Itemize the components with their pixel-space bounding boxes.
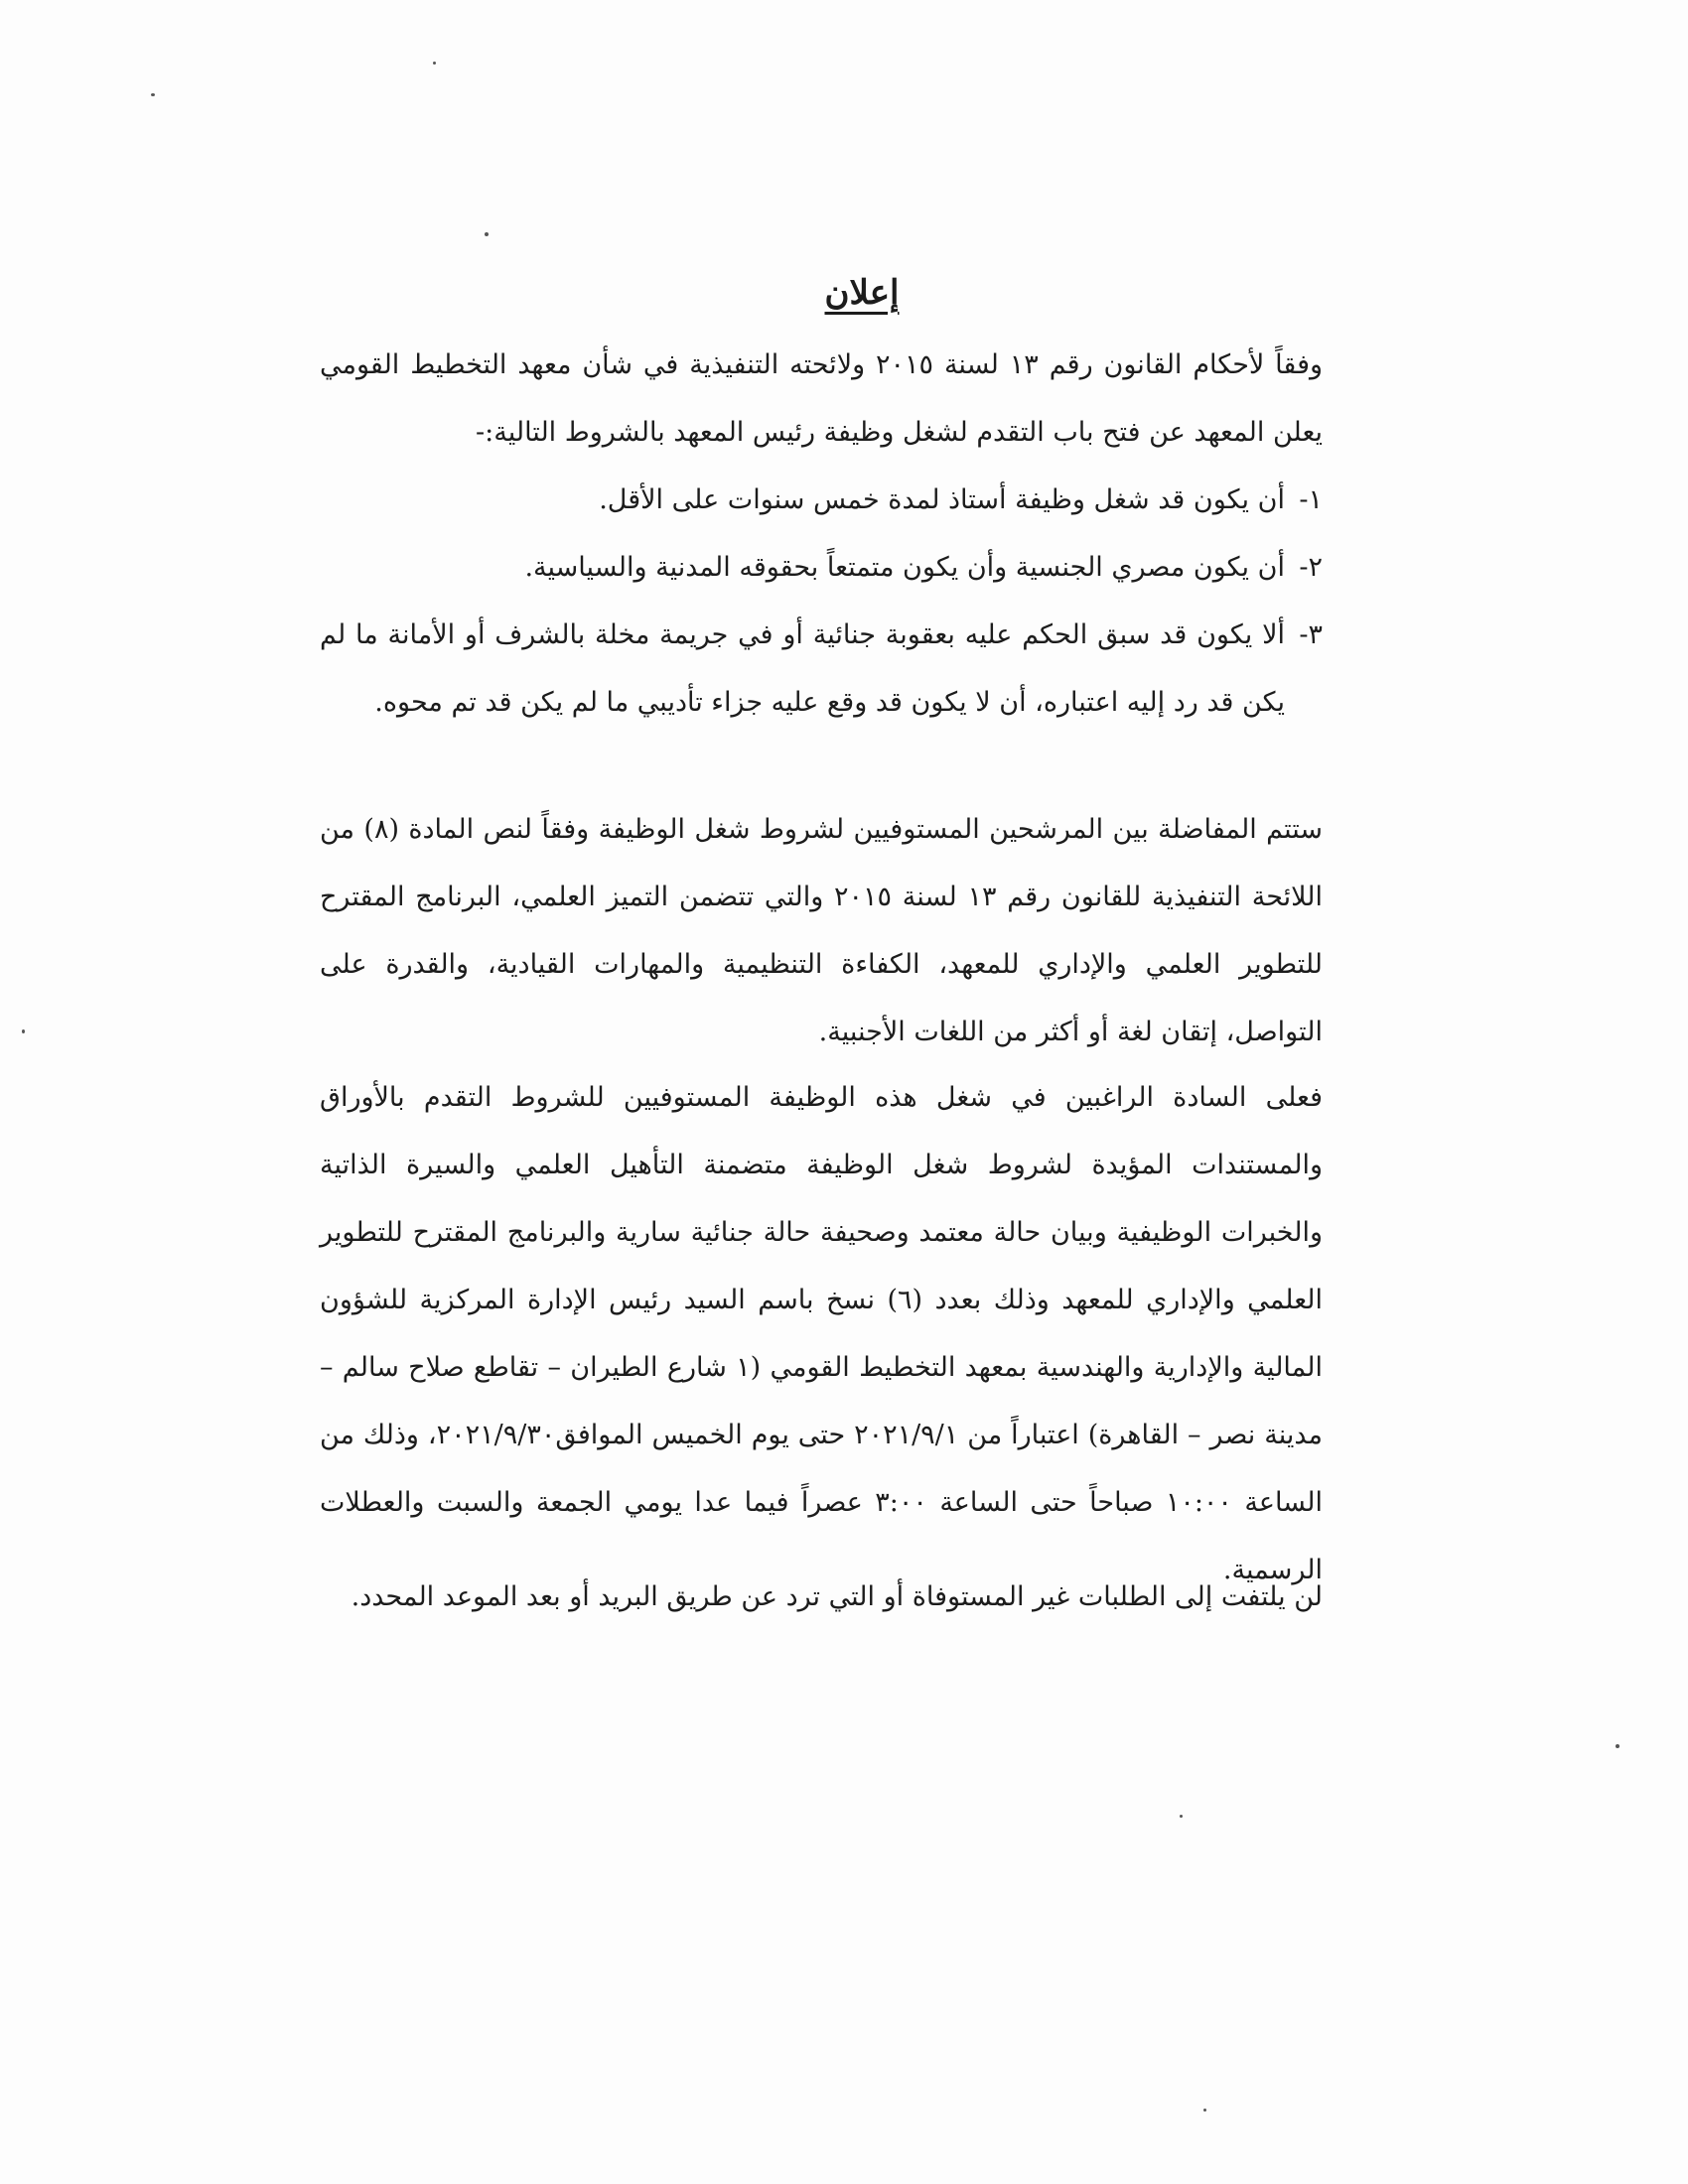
scan-speck: [485, 232, 489, 236]
intro-paragraph: [320, 332, 1323, 467]
scan-speck: [22, 1029, 25, 1033]
notice-paragraph: [320, 1564, 1323, 1631]
condition-text: أن يكون مصري الجنسية وأن يكون متمتعاً بحقوقه المدنية والسياسية.: [524, 552, 1285, 583]
condition-number: ١-: [1299, 484, 1323, 515]
condition-item: [320, 467, 1323, 534]
intro-text: وفقاً لأحكام القانون رقم ١٣ لسنة ٢٠١٥ ولائحته التنفيذية في شأن معهد التخطيط القومي يعلن المعهد عن فتح باب التقدم لشغل وظيفة رئيس المعهد بالشروط التالية:-: [320, 349, 1324, 448]
applicants-paragraph: [320, 1064, 1323, 1604]
scan-speck: [151, 93, 155, 96]
conditions-list: [320, 467, 1323, 737]
condition-number: ٣-: [1299, 619, 1323, 650]
scan-speck: [1203, 2109, 1206, 2112]
condition-item: [320, 602, 1323, 737]
page-title: إعلان: [824, 272, 900, 313]
scan-speck: [1616, 1744, 1619, 1748]
applicants-text: فعلى السادة الراغبين في شغل هذه الوظيفة المستوفيين للشروط التقدم بالأوراق والمستندات المؤيدة لشروط شغل الوظيفة متضمنة التأهيل العلمي والسيرة الذاتية والخبرات الوظيفية وبيان حالة معتمد وصحيفة حالة جنائية سارية والبرنامج المقترح للتطوير العلمي والإداري للمعهد وذلك بعدد (٦) نسخ باسم السيد رئيس الإدارة المركزية للشؤون المالية والإدارية والهندسية بمعهد التخطيط القومي (١ شارع الطيران – تقاطع صلاح سالم – مدينة نصر – القاهرة) اعتباراً من ٢٠٢١/٩/١ حتى يوم الخميس الموافق٢٠٢١/٩/٣٠، وذلك من الساعة ١٠:٠٠ صباحاً حتى الساعة ٣:٠٠ عصراً فيما عدا يومي الجمعة والسبت والعطلات الرسمية.: [320, 1082, 1323, 1585]
notice-text: لن يلتفت إلى الطلبات غير المستوفاة أو التي ترد عن طريق البريد أو بعد الموعد المحدد.: [351, 1581, 1323, 1612]
scan-speck: [1180, 1815, 1183, 1818]
condition-item: [320, 534, 1323, 602]
preference-text: ستتم المفاضلة بين المرشحين المستوفيين لشروط شغل الوظيفة وفقاً لنص المادة (٨) من اللائحة التنفيذية للقانون رقم ١٣ لسنة ٢٠١٥ والتي تتضمن التميز العلمي، البرنامج المقترح للتطوير العلمي والإداري للمعهد، الكفاءة التنظيمية والمهارات القيادية، والقدرة على التواصل، إتقان لغة أو أكثر من اللغات الأجنبية.: [320, 814, 1323, 1047]
condition-text: أن يكون قد شغل وظيفة أستاذ لمدة خمس سنوات على الأقل.: [599, 484, 1285, 515]
scan-speck: [433, 62, 436, 65]
preference-paragraph: [320, 796, 1323, 1066]
condition-text: ألا يكون قد سبق الحكم عليه بعقوبة جنائية أو في جريمة مخلة بالشرف أو الأمانة ما لم يكن قد رد إليه اعتباره، أن لا يكون قد وقع عليه جزاء تأديبي ما لم يكن قد تم محوه.: [320, 619, 1285, 718]
condition-number: ٢-: [1299, 552, 1323, 583]
